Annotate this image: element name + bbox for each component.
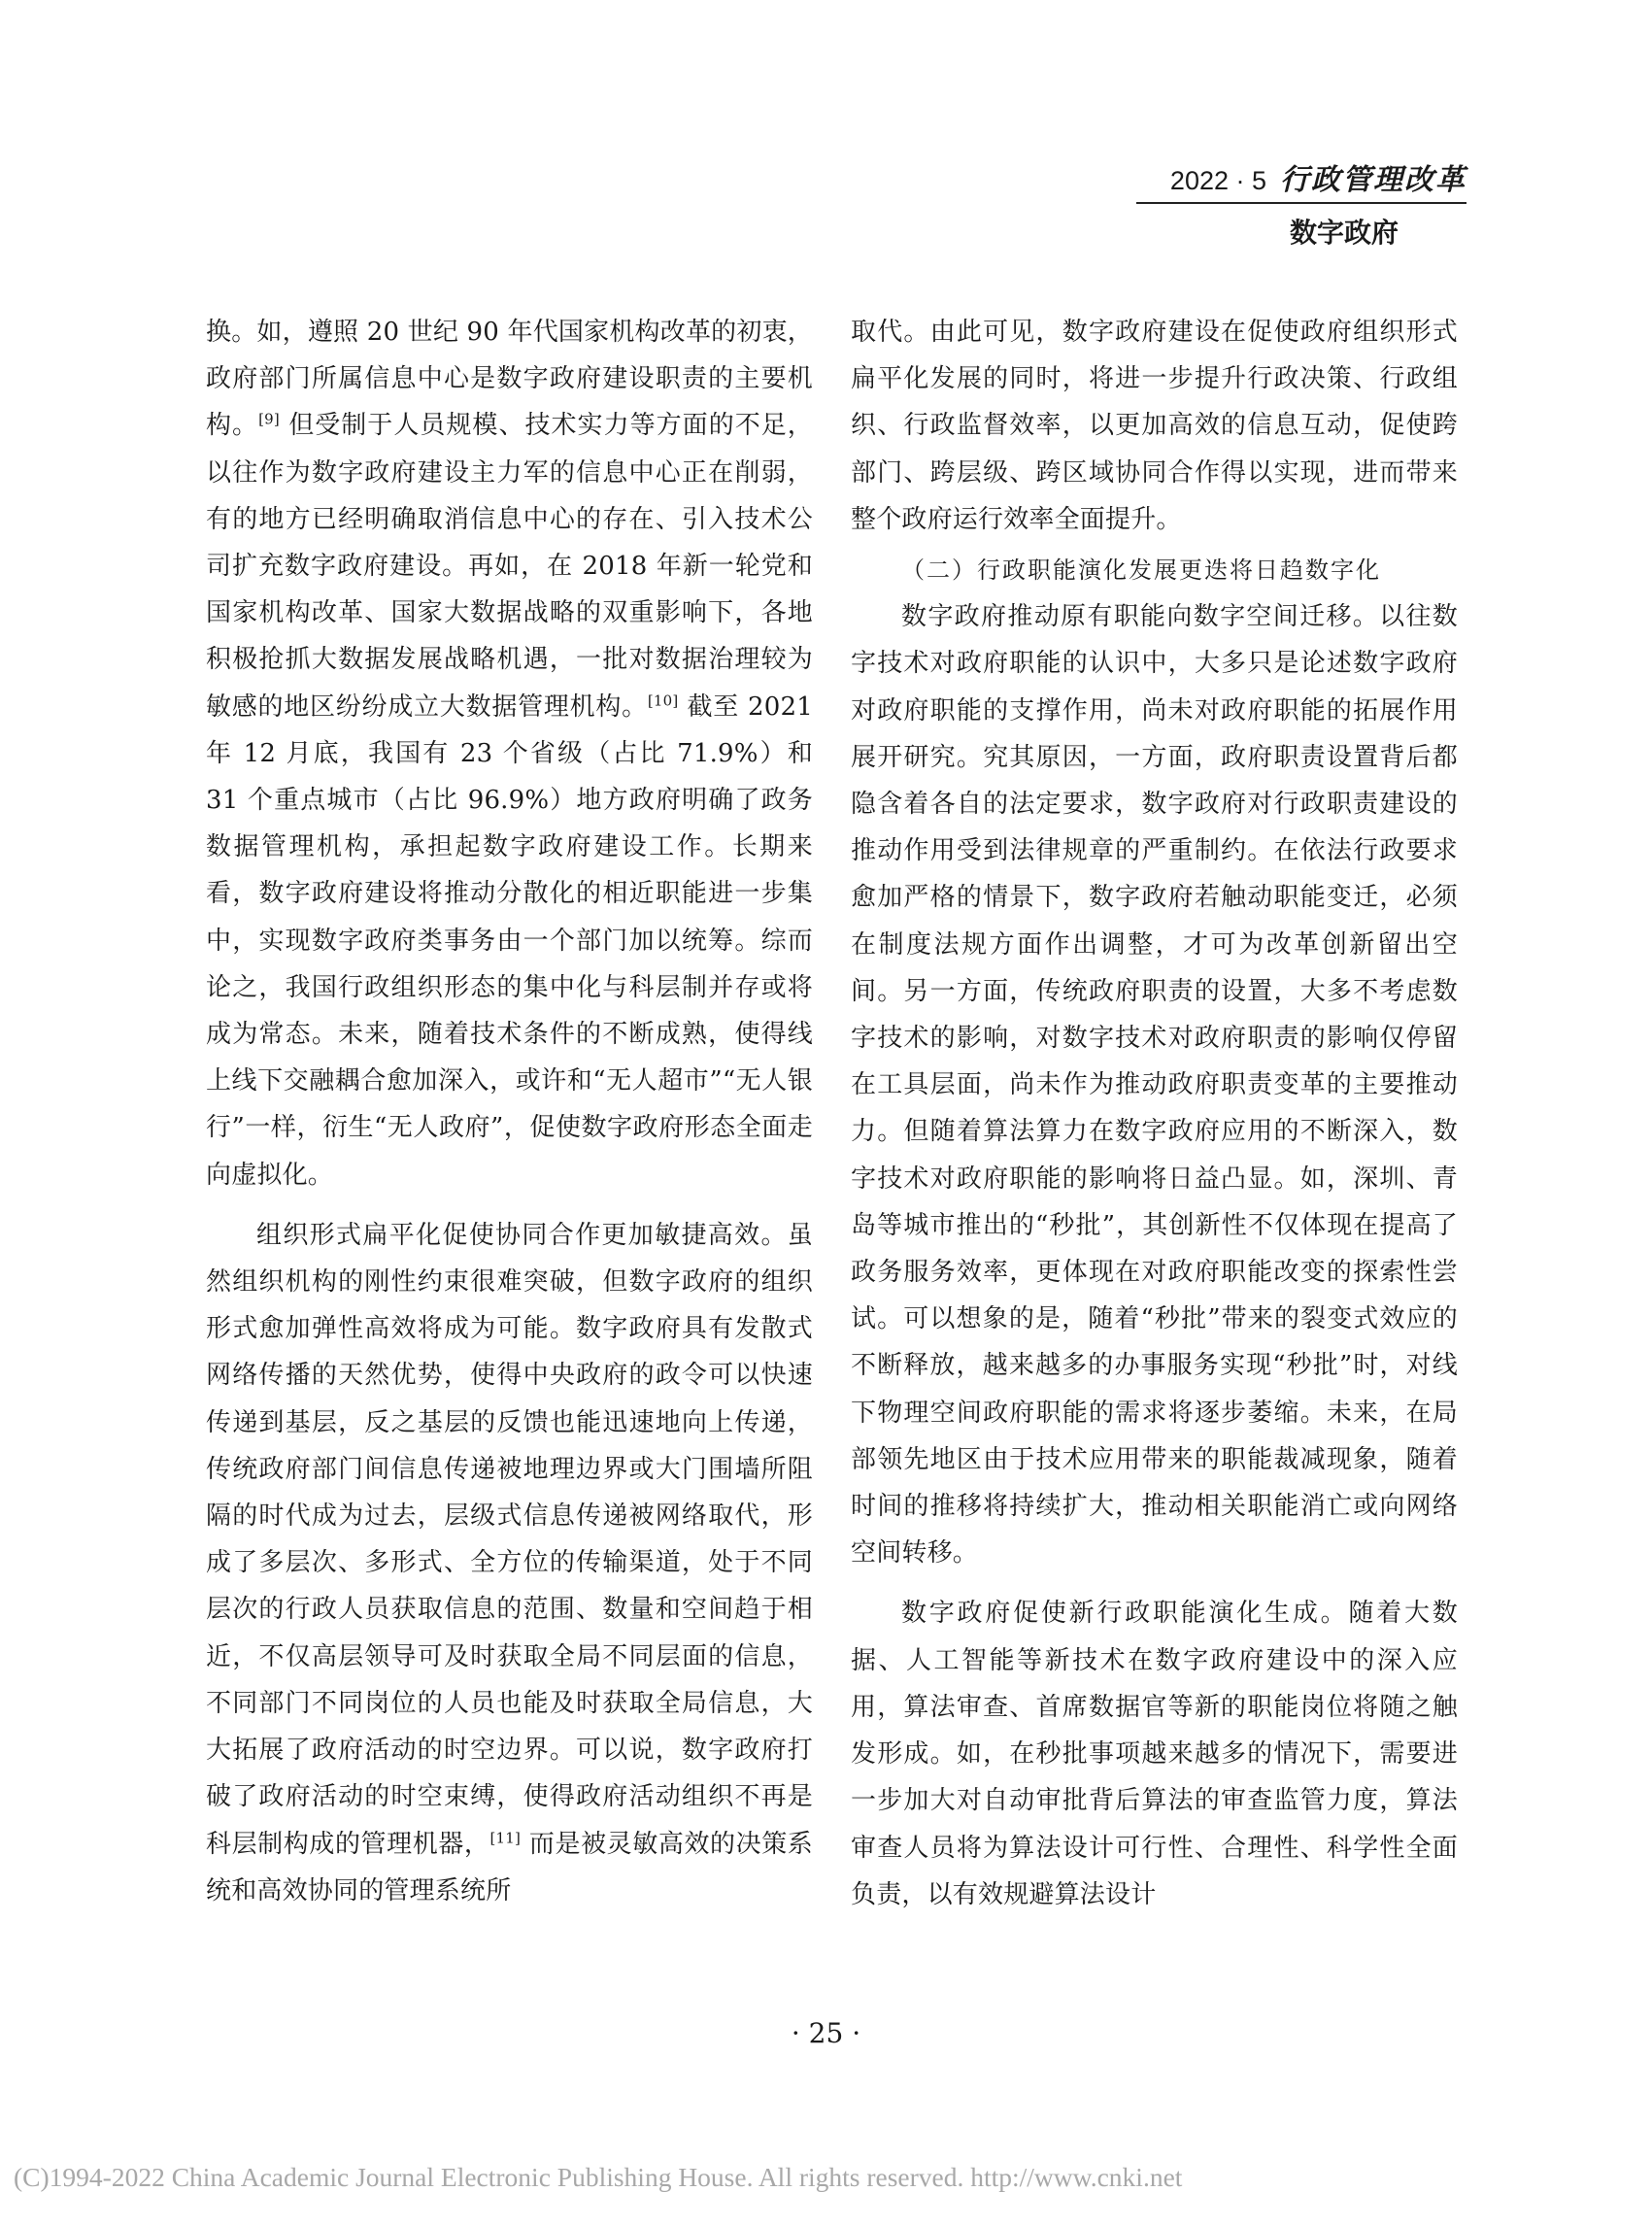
paragraph (206, 1212, 813, 1914)
section-title: 数字政府 (1289, 217, 1399, 249)
paragraph (206, 309, 813, 1198)
citation-ref: [9] (258, 410, 280, 428)
page-number: · 25 · (791, 2017, 861, 2049)
text-run: 组织形式扁平化促使协同合作更加敏捷高效。虽然组织机构的刚性约束很难突破，但数字政府的组织形式愈加弹性高效将成为可能。数字政府具有发散式网络传播的天然优势，使得中央政府的政令可以快速传递到基层，反之基层的反馈也能迅速地向上传递，传统政府部门间信息传递被地理边界或大门围墙所阻隔的时代成为过去，层级式信息传递被网络取代，形成了多层次、多形式、全方位的传输渠道，处于不同层次的行政人员获取信息的范围、数量和空间趋于相近，不仅高层领导可及时获取全局不同层面的信息，不同部门不同岗位的人员也能及时获取全局信息，大大拓展了政府活动的时空边界。可以说，数字政府打破了政府活动的时空束缚，使得政府活动组织不再是科层制构成的管理机器， (206, 1220, 813, 1859)
citation-ref: [10] (647, 691, 679, 709)
running-header (1136, 155, 1467, 251)
paragraph: 数字政府促使新行政职能演化生成。随着大数据、人工智能等新技术在数字政府建设中的深入应用，算法审查、首席数据官等新的职能岗位将随之触发形成。如，在秒批事项越来越多的情况下，需要进一步加大对自动审批背后算法的审查监管力度，算法审查人员将为算法设计可行性、合理性、科学性全面负责，以有效规避算法设计 (851, 1599, 1458, 1909)
header-rule (1136, 202, 1467, 204)
right-column (851, 309, 1458, 1918)
text-run: 截至 2021 年 12 月底，我国有 23 个省级（占比 71.9%）和 31 个重点城市（占比 96.9%）地方政府明确了政务数据管理机构，承担起数字政府建设工作。长期来看，数字政府建设将推动分散化的相近职能进一步集中，实现数字政府类事务由一个部门加以统筹。综而论之，我国行政组织形态的集中化与科层制并存或将成为常态。未来，随着技术条件的不断成熟，使得线上线下交融耦合愈加深入，或许和“无人超市”“无人银行”一样，衍生“无人政府”，促使数字政府形态全面走向虚拟化。 (206, 691, 813, 1190)
text-run: 而是被灵敏高效的决策系统和高效协同的管理系统所 (206, 1829, 813, 1906)
paragraph: 数字政府推动原有职能向数字空间迁移。以往数字技术对政府职能的认识中，大多只是论述数字政府对政府职能的支撑作用，尚未对政府职能的拓展作用展开研究。究其原因，一方面，政府职责设置背后都隐含着各自的法定要求，数字政府对行政职责建设的推动作用受到法律规章的严重制约。在依法行政要求愈加严格的情景下，数字政府若触动职能变迁，必须在制度法规方面作出调整，才可为改革创新留出空间。另一方面，传统政府职责的设置，大多不考虑数字技术的影响，对数字技术对政府职责的影响仅停留在工具层面，尚未作为推动政府职责变革的主要推动力。但随着算法算力在数字政府应用的不断深入，数字技术对政府职能的影响将日益凸显。如，深圳、青岛等城市推出的“秒批”，其创新性不仅体现在提高了政务服务效率，更体现在对政府职能改变的探索性尝试。可以想象的是，随着“秒批”带来的裂变式效应的不断释放，越来越多的办事服务实现“秒批”时，对线下物理空间政府职能的需求将逐步萎缩。未来，在局部领先地区由于技术应用带来的职能裁减现象，随着时间的推移将持续扩大，推动相关职能消亡或向网络空间转移。 (851, 602, 1458, 1568)
left-column (206, 309, 813, 1914)
issue-number: 2022 · 5 (1169, 166, 1266, 195)
issue-line (1136, 155, 1467, 198)
text-run: 换。如，遵照 20 世纪 90 年代国家机构改革的初衷，政府部门所属信息中心是数字政府建设职责的主要机构。 (206, 318, 813, 441)
subsection-heading: （二）行政职能演化发展更迭将日趋数字化 (901, 556, 1381, 585)
journal-title: 行政管理改革 (1280, 163, 1467, 197)
paragraph: 取代。由此可见，数字政府建设在促使政府组织形式扁平化发展的同时，将进一步提升行政决策、行政组织、行政监督效率，以更加高效的信息互动，促使跨部门、跨层级、跨区域协同合作得以实现，进而带来整个政府运行效率全面提升。 (851, 318, 1458, 534)
text-run: 但受制于人员规模、技术实力等方面的不足，以往作为数字政府建设主力军的信息中心正在削弱，有的地方已经明确取消信息中心的存在、引入技术公司扩充数字政府建设。再如，在 2018 年新一轮党和国家机构改革、国家大数据战略的双重影响下，各地积极抢抓大数据发展战略机遇，一批对数据治理较为敏感的地区纷纷成立大数据管理机构。 (206, 411, 813, 722)
citation-ref: [11] (489, 1828, 522, 1846)
copyright-notice: (C)1994-2022 China Academic Journal Electronic Publishing House. All rights reserved. http://www.cnki.net (14, 2162, 1183, 2192)
